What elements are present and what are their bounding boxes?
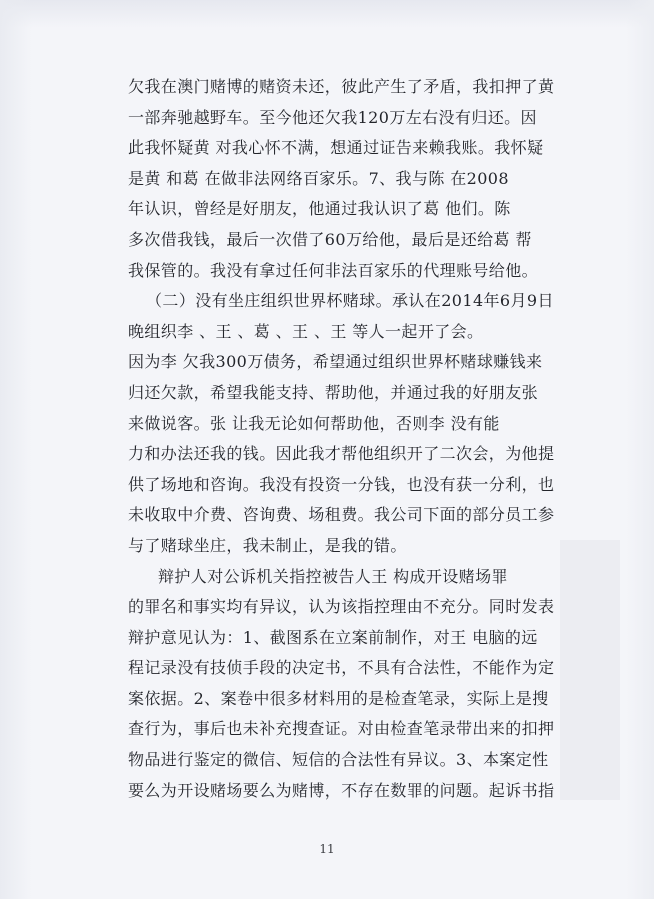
text-line: 要么为开设赌场要么为赌博，不存在数罪的问题。起诉书指 bbox=[128, 780, 555, 800]
paragraph-start-line: 辩护人对公诉机关指控被告人王 构成开设赌场罪 bbox=[158, 566, 508, 586]
text-line: 供了场地和咨询。我没有投资一分钱，也没有获一分利，也 bbox=[128, 474, 555, 494]
text-line: 是黄 和葛 在做非法网络百家乐。7、我与陈 在2008 bbox=[128, 168, 509, 188]
text-line: 来做说客。张 让我无论如何帮助他，否则李 没有能 bbox=[128, 413, 500, 433]
text-line: 此我怀疑黄 对我心怀不满，想通过证告来赖我账。我怀疑 bbox=[128, 138, 544, 158]
text-line: 力和办法还我的钱。因此我才帮他组织开了二次会，为他提 bbox=[128, 444, 555, 464]
text-line: 辩护意见认为：1、截图系在立案前制作，对王 电脑的远 bbox=[128, 627, 538, 647]
page-number: 11 bbox=[319, 842, 335, 856]
text-line: 与了赌球坐庄，我未制止，是我的错。 bbox=[128, 535, 407, 555]
text-line: 物品进行鉴定的微信、短信的合法性有异议。3、本案定性 bbox=[128, 750, 549, 770]
text-line: 未收取中介费、咨询费、场租费。我公司下面的部分员工参 bbox=[128, 505, 555, 525]
text-line: 一部奔驰越野车。至今他还欠我120万左右没有归还。因 bbox=[128, 107, 537, 127]
scan-shadow-left bbox=[0, 0, 32, 899]
text-line: 年认识，曾经是好朋友，他通过我认识了葛 他们。陈 bbox=[128, 199, 511, 219]
text-line: 因为李 欠我300万债务，希望通过组织世界杯赌球赚钱来 bbox=[128, 352, 543, 372]
text-line: 查行为，事后也未补充搜查证。对由检查笔录带出来的扣押 bbox=[128, 719, 555, 739]
document-body bbox=[128, 72, 598, 806]
text-line: 多次借我钱，最后一次借了60万给他，最后是还给葛 帮 bbox=[128, 229, 532, 249]
text-line: 案依据。2、案卷中很多材料用的是检查笔录，实际上是搜 bbox=[128, 688, 549, 708]
text-line: 程记录没有技侦手段的决定书，不具有合法性，不能作为定 bbox=[128, 658, 555, 678]
text-line: 的罪名和事实均有异议，认为该指控理由不充分。同时发表 bbox=[128, 597, 555, 617]
section-heading-line: （二）没有坐庄组织世界杯赌球。承认在2014年6月9日 bbox=[146, 291, 554, 311]
text-line: 晚组织李 、王 、葛 、王 、王 等人一起开了会。 bbox=[128, 321, 484, 341]
scan-shadow-top bbox=[0, 0, 654, 28]
text-line: 欠我在澳门赌博的赌资未还，彼此产生了矛盾，我扣押了黄 bbox=[128, 77, 555, 96]
scan-shadow-right bbox=[626, 0, 654, 899]
text-line: 归还欠款，希望我能支持、帮助他，并通过我的好朋友张 bbox=[128, 382, 539, 402]
text-line: 我保管的。我没有拿过任何非法百家乐的代理账号给他。 bbox=[128, 260, 539, 280]
